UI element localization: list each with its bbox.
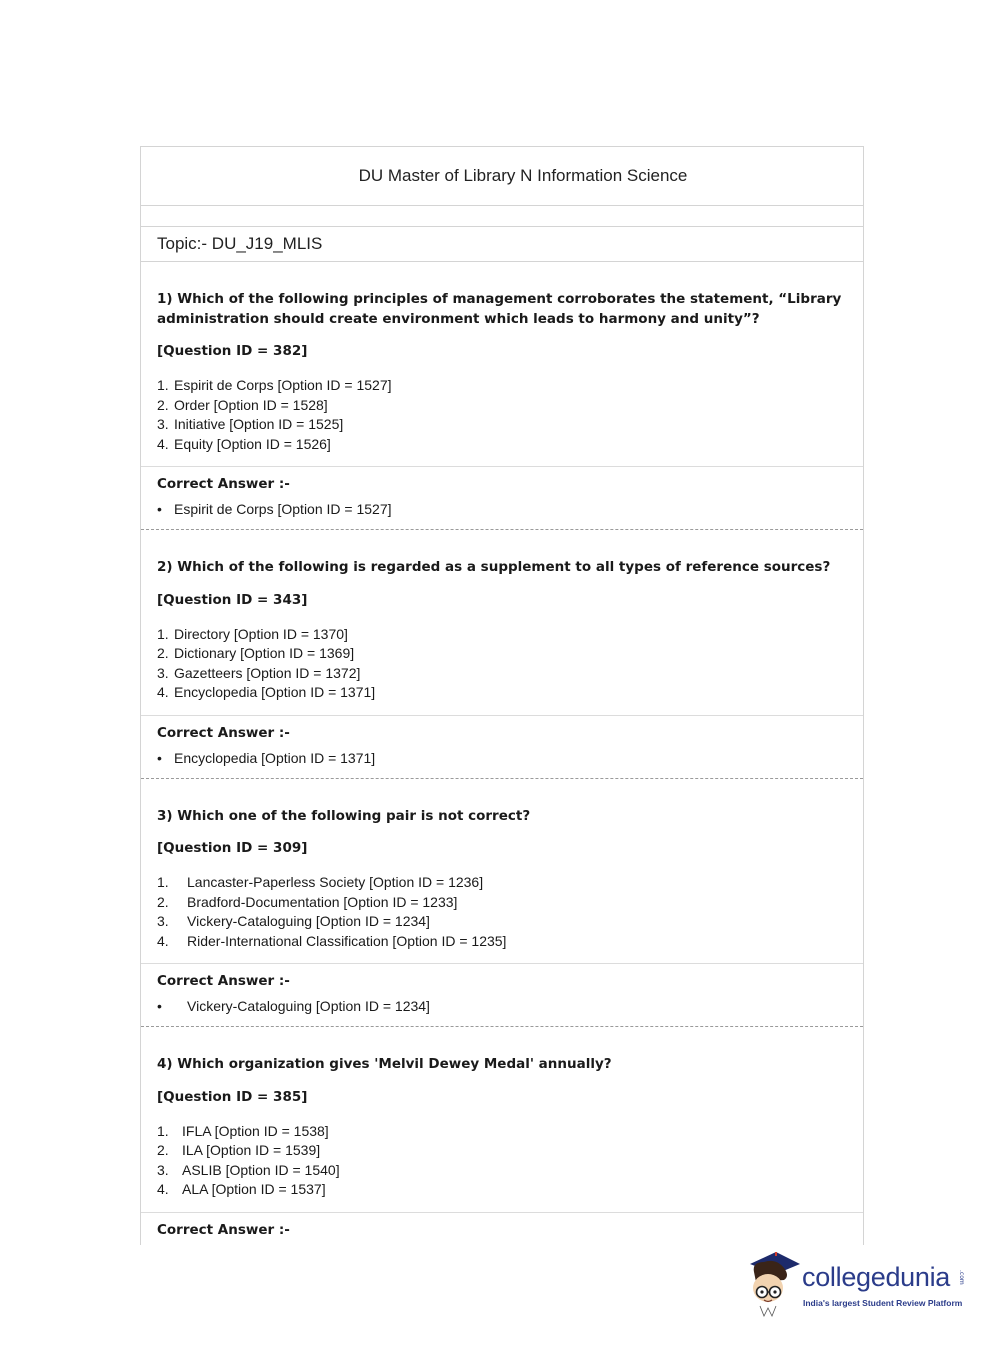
correct-answer-section xyxy=(141,963,863,1016)
question-id: [Question ID = 385] xyxy=(157,1088,308,1105)
option-number: 3. xyxy=(157,664,169,681)
option-text: IFLA [Option ID = 1538] xyxy=(182,1122,329,1139)
question-text: 1) Which of the following principles of management corroborates the statement, “Library administration should create environment which leads to harmony and unity”? xyxy=(157,291,842,327)
option-text: ILA [Option ID = 1539] xyxy=(182,1142,321,1158)
logo-com-suffix: .com xyxy=(958,1270,965,1285)
option-item xyxy=(157,912,847,932)
option-text: Order [Option ID = 1528] xyxy=(174,396,328,413)
option-text: Initiative [Option ID = 1525] xyxy=(174,416,344,432)
question-block xyxy=(141,530,863,703)
option-item xyxy=(157,415,847,435)
correct-answer-section xyxy=(141,466,863,519)
bullet-icon: • xyxy=(157,749,162,766)
bullet-icon: • xyxy=(157,998,162,1014)
option-text: Encyclopedia [Option ID = 1371] xyxy=(174,684,376,700)
option-number: 4. xyxy=(157,1181,169,1197)
question-id: [Question ID = 309] xyxy=(157,840,308,856)
question-block xyxy=(141,779,863,952)
option-item xyxy=(157,1180,847,1200)
question-block xyxy=(141,262,863,454)
question-block xyxy=(141,1027,863,1200)
correct-answer-section xyxy=(141,715,863,768)
option-item xyxy=(157,932,847,952)
bullet-icon: • xyxy=(157,501,162,517)
option-number: 3. xyxy=(157,1161,169,1178)
option-item xyxy=(157,644,847,664)
question-text: 4) Which organization gives 'Melvil Dewey Medal' annually? xyxy=(157,1056,612,1072)
correct-answer-item xyxy=(157,748,847,768)
option-text: Rider-International Classification [Option ID = 1235] xyxy=(187,932,507,949)
option-number: 3. xyxy=(157,416,169,432)
options-list xyxy=(157,376,847,454)
correct-answer-label: Correct Answer :- xyxy=(157,1221,290,1238)
correct-answer-label: Correct Answer :- xyxy=(157,724,290,741)
option-number: 4. xyxy=(157,435,169,452)
option-text: Equity [Option ID = 1526] xyxy=(174,435,331,452)
option-item xyxy=(157,1122,847,1142)
option-text: ASLIB [Option ID = 1540] xyxy=(182,1161,340,1178)
option-text: Gazetteers [Option ID = 1372] xyxy=(174,664,361,681)
option-number: 2. xyxy=(157,396,169,413)
option-number: 2. xyxy=(157,1142,169,1158)
mascot-icon xyxy=(742,1250,802,1320)
options-list xyxy=(157,1122,847,1200)
option-number: 1. xyxy=(157,377,169,393)
option-item xyxy=(157,873,847,893)
option-item xyxy=(157,664,847,684)
option-number: 1. xyxy=(157,874,169,890)
option-number: 4. xyxy=(157,932,169,949)
option-item xyxy=(157,893,847,913)
option-item xyxy=(157,1161,847,1181)
topic-label: Topic:- DU_J19_MLIS xyxy=(141,227,863,262)
correct-answer-text: Encyclopedia [Option ID = 1371] xyxy=(174,749,376,766)
option-number: 1. xyxy=(157,625,169,642)
logo-tagline: India's largest Student Review Platform xyxy=(803,1298,963,1308)
question-paper-sheet xyxy=(140,146,864,1245)
option-text: Bradford-Documentation [Option ID = 1233] xyxy=(187,893,458,910)
option-item xyxy=(157,1141,847,1161)
correct-answer-label: Correct Answer :- xyxy=(157,476,290,492)
question-id: [Question ID = 382] xyxy=(157,343,308,359)
option-text: Espirit de Corps [Option ID = 1527] xyxy=(174,377,392,393)
option-number: 3. xyxy=(157,913,169,929)
spacer-row xyxy=(141,206,863,227)
collegedunia-logo[interactable] xyxy=(742,1250,972,1320)
option-item xyxy=(157,435,847,455)
correct-answer-item xyxy=(157,499,847,519)
correct-answer-item xyxy=(157,996,847,1016)
options-list xyxy=(157,625,847,703)
option-item xyxy=(157,683,847,703)
option-text: Lancaster-Paperless Society [Option ID = 1236] xyxy=(187,874,484,890)
paper-title: DU Master of Library N Information Science xyxy=(141,147,863,206)
option-item xyxy=(157,625,847,645)
option-text: Vickery-Cataloguing [Option ID = 1234] xyxy=(187,913,430,929)
option-text: Directory [Option ID = 1370] xyxy=(174,625,348,642)
question-text: 3) Which one of the following pair is not correct? xyxy=(157,807,531,824)
correct-answer-text: Vickery-Cataloguing [Option ID = 1234] xyxy=(187,998,430,1014)
question-text: 2) Which of the following is regarded as a supplement to all types of reference sources? xyxy=(157,559,831,575)
option-number: 2. xyxy=(157,645,169,661)
option-number: 4. xyxy=(157,684,169,700)
logo-wordmark: collegedunia xyxy=(802,1262,951,1292)
option-text: ALA [Option ID = 1537] xyxy=(182,1181,326,1197)
correct-answer-section xyxy=(141,1212,863,1242)
option-number: 1. xyxy=(157,1122,169,1139)
option-number: 2. xyxy=(157,893,169,910)
correct-answer-label: Correct Answer :- xyxy=(157,973,290,989)
option-item xyxy=(157,396,847,416)
option-item xyxy=(157,376,847,396)
question-id: [Question ID = 343] xyxy=(157,591,308,608)
correct-answer-text: Espirit de Corps [Option ID = 1527] xyxy=(174,501,392,517)
options-list xyxy=(157,873,847,951)
option-text: Dictionary [Option ID = 1369] xyxy=(174,645,355,661)
